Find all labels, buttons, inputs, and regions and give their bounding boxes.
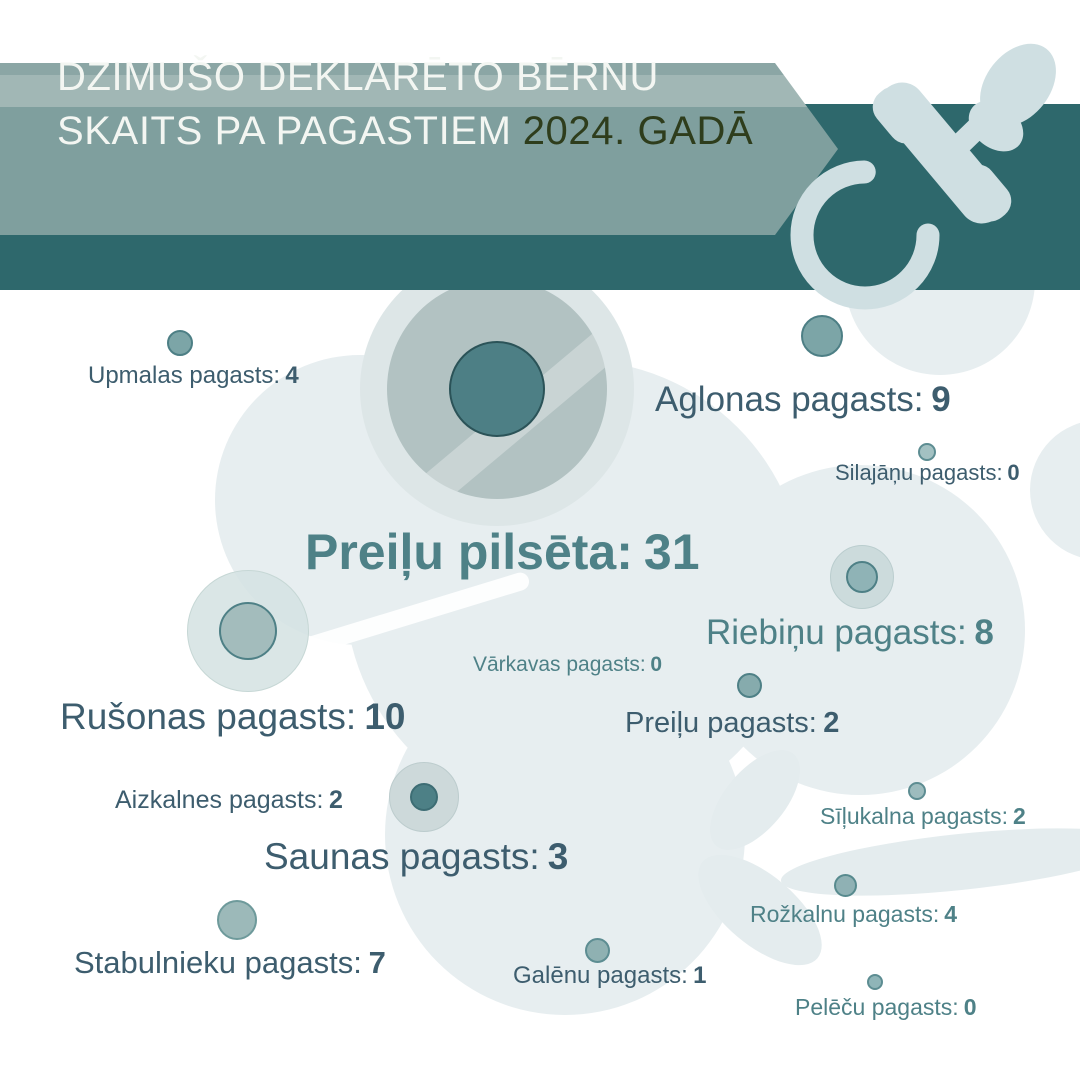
bubble-upmalas (167, 330, 193, 356)
parish-label-aglonas: Aglonas pagasts: 9 (655, 380, 951, 419)
page-title (57, 50, 753, 158)
parish-label-rusonas: Rušonas pagasts: 10 (60, 696, 406, 737)
parish-value: 0 (1007, 460, 1020, 485)
parish-label-pelecu: Pelēču pagasts: 0 (795, 994, 977, 1020)
bubble-silajanu (918, 443, 936, 461)
bubble-preilu-pagasts (737, 673, 762, 698)
parish-value: 7 (368, 945, 386, 980)
parish-value: 10 (364, 696, 406, 737)
title-line-2: SKAITS PA PAGASTIEM 2024. GADĀ (57, 109, 754, 153)
bubble-riebinu-inner (846, 561, 878, 593)
parish-label-rozkalnu: Rožkalnu pagasts: 4 (750, 901, 958, 927)
parish-value: 2 (823, 707, 840, 739)
parish-value: 1 (693, 962, 707, 989)
parish-value: 3 (547, 836, 569, 877)
parish-label-stabulnieku: Stabulnieku pagasts: 7 (74, 945, 386, 980)
parish-label-aizkalnes: Aizkalnes pagasts: 2 (115, 786, 343, 814)
title-line-1: DZIMUŠO DEKLARĒTO BĒRNU (57, 55, 660, 99)
title-year: 2024. GADĀ (522, 109, 754, 153)
parish-value: 0 (963, 994, 977, 1020)
parish-label-upmalas: Upmalas pagasts: 4 (88, 362, 299, 389)
parish-label-riebinu: Riebiņu pagasts: 8 (706, 613, 994, 652)
bubble-preilu-pilseta-inner (449, 341, 545, 437)
bubble-rozkalnu (834, 874, 857, 897)
bubble-rusonas-inner (219, 602, 277, 660)
parish-label-varkavas: Vārkavas pagasts: 0 (473, 653, 663, 676)
bubble-saunas-inner (410, 783, 438, 811)
parish-value: 4 (285, 362, 299, 389)
parish-value: 0 (650, 653, 663, 676)
parish-label-galenu: Galēnu pagasts: 1 (513, 962, 707, 989)
pacifier-icon (780, 10, 1080, 330)
parish-label-preilu-pagasts: Preiļu pagasts: 2 (625, 707, 840, 739)
bubble-silukalna (908, 782, 926, 800)
parish-value: 4 (944, 901, 958, 927)
parish-value: 31 (643, 524, 700, 580)
bubble-pelecu (867, 974, 883, 990)
parish-value: 2 (328, 786, 343, 814)
background-blob (1030, 420, 1080, 560)
parish-label-silajanu: Silajāņu pagasts: 0 (835, 460, 1020, 485)
parish-value: 9 (931, 380, 951, 419)
parish-label-saunas: Saunas pagasts: 3 (264, 836, 569, 877)
parish-label-preilu-pilseta: Preiļu pilsēta: 31 (305, 524, 700, 580)
bubble-galenu (585, 938, 610, 963)
parish-value: 2 (1013, 803, 1026, 829)
parish-label-silukalna: Sīļukalna pagasts: 2 (820, 803, 1026, 829)
parish-value: 8 (974, 613, 994, 652)
bubble-stabulnieku (217, 900, 257, 940)
